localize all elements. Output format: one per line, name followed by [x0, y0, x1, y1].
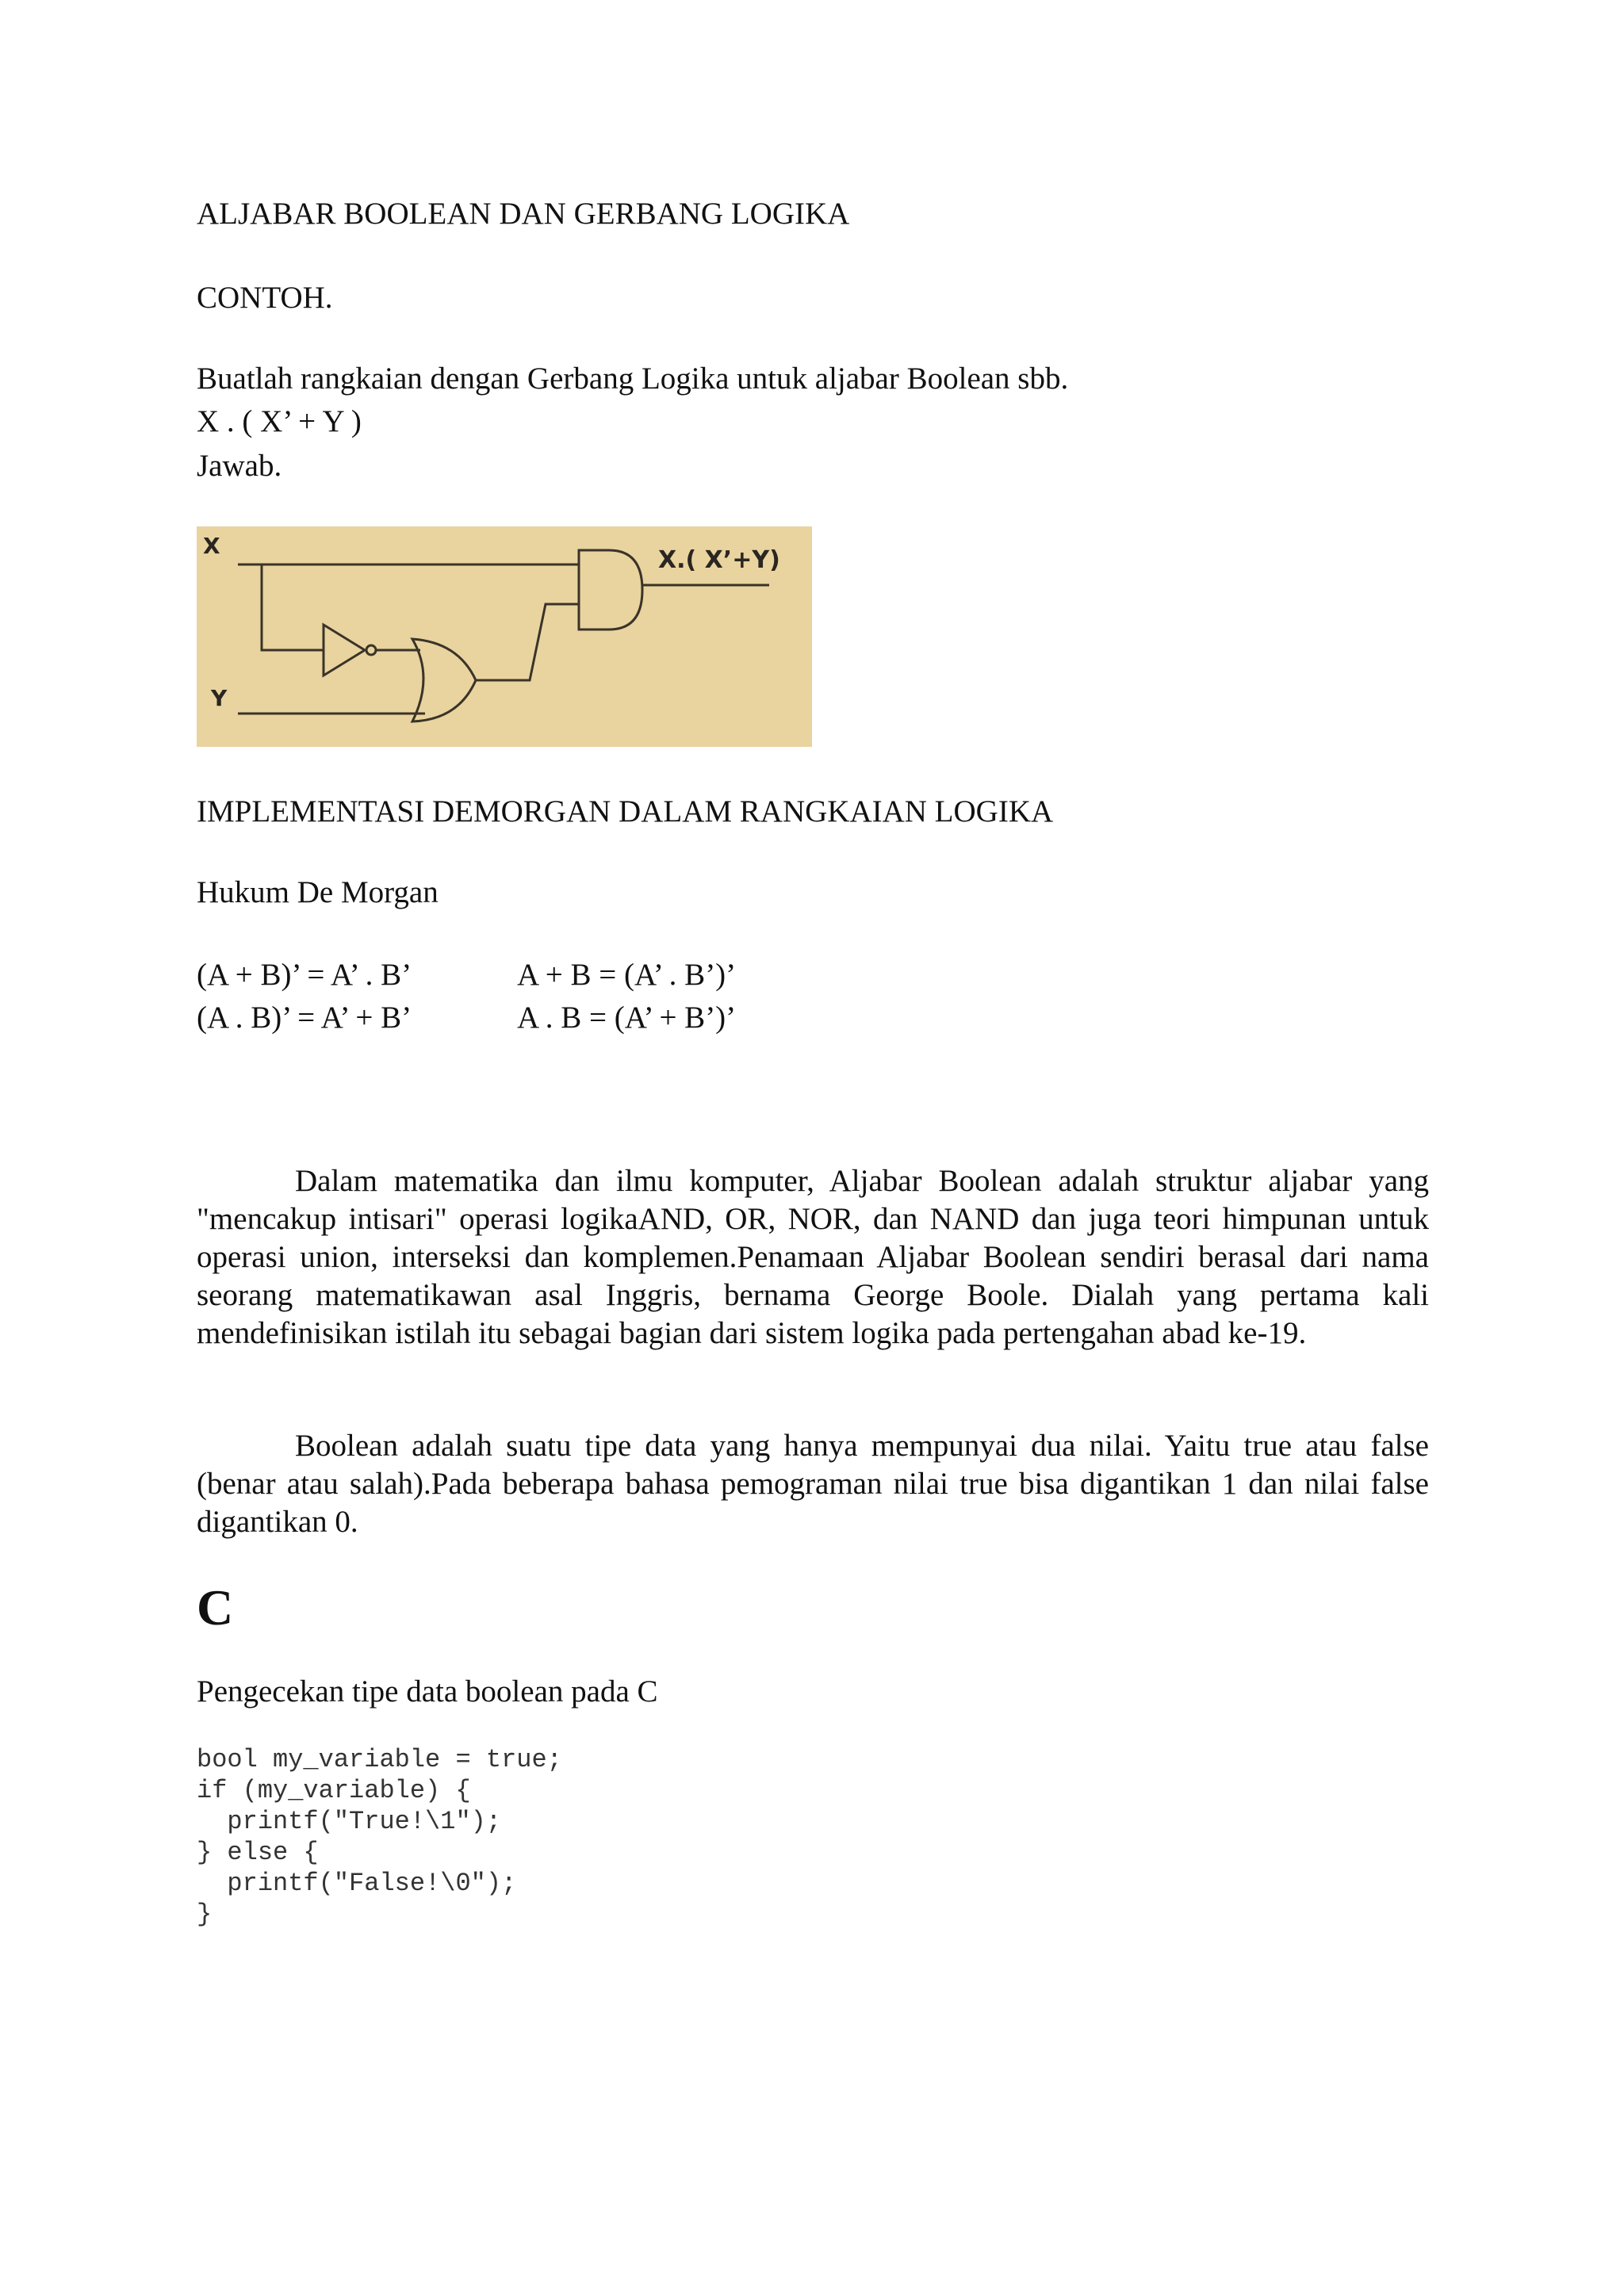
heading-demorgan: IMPLEMENTASI DEMORGAN DALAM RANGKAIAN LOGIKA — [197, 794, 1054, 828]
and-gate — [579, 550, 642, 629]
equation-left-2: (A . B)’ = A’ + B’ — [197, 1001, 412, 1035]
jawab-label: Jawab. — [197, 449, 282, 483]
input-x-label: X — [203, 533, 220, 559]
code-line: if (my_variable) { — [197, 1776, 471, 1805]
wire-or-to-and — [476, 604, 579, 680]
input-y-label: Y — [211, 685, 228, 711]
paragraph-aljabar-boolean: Dalam matematika dan ilmu komputer, Aljabar Boolean adalah struktur aljabar yang "mencakup intisari" operasi logikaAND, OR, NOR, dan NAND dan juga teori himpunan untuk operasi union, interseksi dan komplemen.Penamaan Aljabar Boolean sendiri berasal dari nama seorang matematikawan asal Inggris, bernama George Boole. Dialah yang pertama kali mendefinisikan istilah itu sebagai bagian dari sistem logika pada pertengahan abad ke-19. — [197, 1164, 1429, 1350]
equation-left-1: (A + B)’ = A’ . B’ — [197, 958, 412, 992]
c-subtitle: Pengecekan tipe data boolean pada C — [197, 1674, 658, 1709]
output-label: X.( X’+Y) — [658, 546, 780, 574]
code-line: printf("True!\1"); — [197, 1807, 502, 1836]
not-gate-bubble — [366, 645, 376, 655]
equation-right-1: A + B = (A’ . B’)’ — [517, 958, 737, 992]
contoh-label: CONTOH. — [197, 281, 333, 315]
paragraph-boolean-type: Boolean adalah suatu tipe data yang hanya mempunyai dua nilai. Yaitu true atau false (benar atau salah).Pada beberapa bahasa pemograman nilai true bisa digantikan 1 dan nilai false digantikan 0. — [197, 1429, 1429, 1539]
code-line: } else { — [197, 1838, 319, 1867]
code-line: } — [197, 1900, 213, 1929]
or-gate — [412, 639, 476, 721]
code-line: printf("False!\0"); — [197, 1869, 517, 1898]
logic-circuit-svg — [197, 526, 812, 747]
hukum-label: Hukum De Morgan — [197, 875, 439, 909]
logic-circuit-diagram — [197, 526, 812, 747]
equation-right-2: A . B = (A’ + B’)’ — [517, 1001, 737, 1035]
not-gate — [324, 625, 365, 675]
section-c-heading: C — [197, 1579, 234, 1636]
code-block — [197, 1744, 562, 1930]
instruction-text: Buatlah rangkaian dengan Gerbang Logika untuk aljabar Boolean sbb. — [197, 362, 1069, 396]
heading-aljabar-boolean: ALJABAR BOOLEAN DAN GERBANG LOGIKA — [197, 197, 850, 231]
code-line: bool my_variable = true; — [197, 1745, 562, 1774]
expression-text: X . ( X’ + Y ) — [197, 404, 362, 438]
wire-x-to-not — [262, 564, 324, 650]
